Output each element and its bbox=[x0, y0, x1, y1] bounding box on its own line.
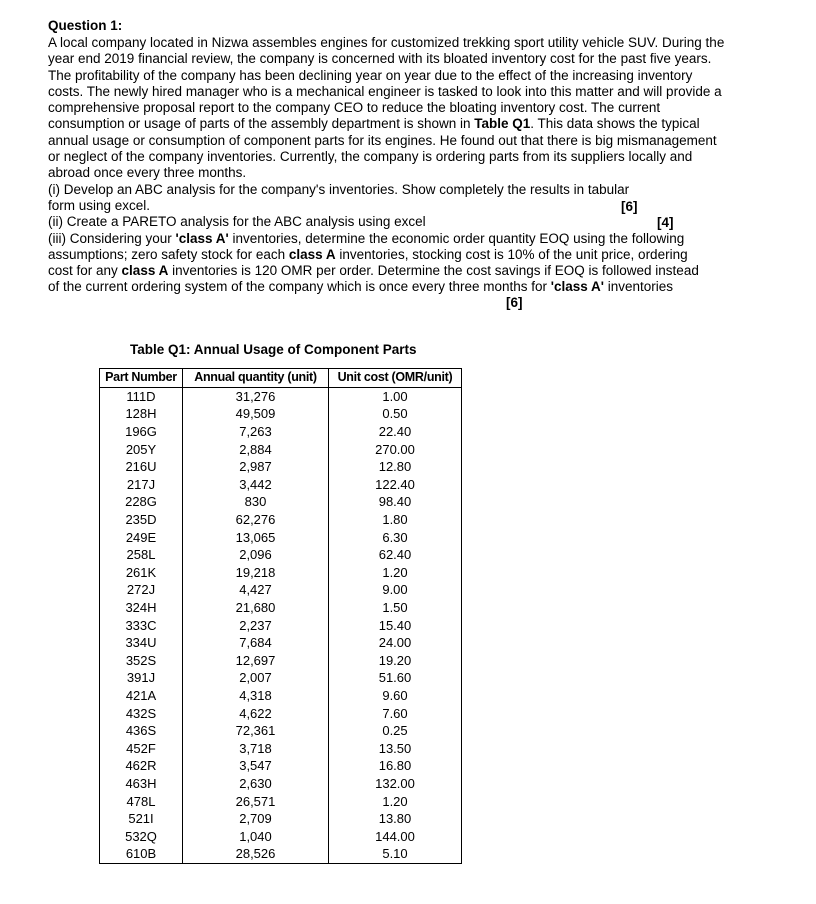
part-number-cell: 352S bbox=[100, 652, 183, 670]
table-row bbox=[100, 827, 462, 845]
table-row bbox=[100, 739, 462, 757]
part-number-cell: 324H bbox=[100, 599, 183, 617]
annual-quantity-cell: 12,697 bbox=[183, 652, 329, 670]
intro-paragraph: A local company located in Nizwa assembles engines for customized trekking sport utility vehicle SUV. During the year end 2019 financial review, the company is concerned with its bloated inventory cost for the past five years. The profitability of the company has been declining year on year due to the effect of the increasing inventory costs. The newly hired manager who is a mechanical engineer is tasked to look into this matter and will provide a comprehensive proposal report to the company CEO to reduce the bloating inventory cost. The current consumption or usage of parts of the assembly department is shown in Table Q1. This data shows the typical annual usage or consumption of component parts for its engines. He found out that there is big mismanagement or neglect of the company inventories. Currently, the company is ordering parts from its suppliers locally and abroad once every three months. bbox=[48, 35, 725, 181]
part-number-cell: 128H bbox=[100, 405, 183, 423]
annual-quantity-cell: 7,263 bbox=[183, 423, 329, 441]
part-iii-marks: [6] bbox=[506, 295, 523, 310]
table-reference: Table Q1 bbox=[474, 116, 531, 132]
table-row bbox=[100, 440, 462, 458]
part-number-cell: 196G bbox=[100, 423, 183, 441]
component-usage-table bbox=[99, 368, 462, 864]
part-i-marks: [6] bbox=[621, 199, 638, 214]
table-row bbox=[100, 546, 462, 564]
part-number-cell: 432S bbox=[100, 704, 183, 722]
header-annual-quantity: Annual quantity (unit) bbox=[183, 369, 329, 388]
annual-quantity-cell: 830 bbox=[183, 493, 329, 511]
annual-quantity-cell: 4,318 bbox=[183, 687, 329, 705]
unit-cost-cell: 19.20 bbox=[329, 652, 462, 670]
part-number-cell: 436S bbox=[100, 722, 183, 740]
table-row bbox=[100, 528, 462, 546]
unit-cost-cell: 1.20 bbox=[329, 792, 462, 810]
annual-quantity-cell: 72,361 bbox=[183, 722, 329, 740]
part-number-cell: 205Y bbox=[100, 440, 183, 458]
table-row bbox=[100, 669, 462, 687]
unit-cost-cell: 16.80 bbox=[329, 757, 462, 775]
unit-cost-cell: 51.60 bbox=[329, 669, 462, 687]
table-row bbox=[100, 423, 462, 441]
annual-quantity-cell: 2,096 bbox=[183, 546, 329, 564]
header-unit-cost: Unit cost (OMR/unit) bbox=[329, 369, 462, 388]
annual-quantity-cell: 26,571 bbox=[183, 792, 329, 810]
unit-cost-cell: 62.40 bbox=[329, 546, 462, 564]
part-number-cell: 463H bbox=[100, 775, 183, 793]
part-i: (i) Develop an ABC analysis for the company's inventories. Show completely the results in tabular form using excel. bbox=[48, 181, 630, 213]
unit-cost-cell: 0.50 bbox=[329, 405, 462, 423]
annual-quantity-cell: 2,237 bbox=[183, 616, 329, 634]
table-row bbox=[100, 599, 462, 617]
part-ii-marks: [4] bbox=[657, 215, 674, 230]
unit-cost-cell: 122.40 bbox=[329, 476, 462, 494]
unit-cost-cell: 24.00 bbox=[329, 634, 462, 652]
annual-quantity-cell: 2,007 bbox=[183, 669, 329, 687]
part-number-cell: 272J bbox=[100, 581, 183, 599]
part-number-cell: 462R bbox=[100, 757, 183, 775]
annual-quantity-cell: 2,987 bbox=[183, 458, 329, 476]
unit-cost-cell: 144.00 bbox=[329, 827, 462, 845]
unit-cost-cell: 98.40 bbox=[329, 493, 462, 511]
unit-cost-cell: 1.80 bbox=[329, 511, 462, 529]
annual-quantity-cell: 3,718 bbox=[183, 739, 329, 757]
table-row bbox=[100, 476, 462, 494]
unit-cost-cell: 9.00 bbox=[329, 581, 462, 599]
annual-quantity-cell: 49,509 bbox=[183, 405, 329, 423]
annual-quantity-cell: 4,622 bbox=[183, 704, 329, 722]
table-row bbox=[100, 581, 462, 599]
part-ii: (ii) Create a PARETO analysis for the ABC analysis using excel bbox=[48, 214, 426, 230]
annual-quantity-cell: 31,276 bbox=[183, 387, 329, 405]
unit-cost-cell: 6.30 bbox=[329, 528, 462, 546]
unit-cost-cell: 1.20 bbox=[329, 564, 462, 582]
part-number-cell: 334U bbox=[100, 634, 183, 652]
unit-cost-cell: 13.50 bbox=[329, 739, 462, 757]
part-number-cell: 216U bbox=[100, 458, 183, 476]
table-row bbox=[100, 845, 462, 863]
annual-quantity-cell: 7,684 bbox=[183, 634, 329, 652]
table-row bbox=[100, 564, 462, 582]
table-row bbox=[100, 511, 462, 529]
table-row bbox=[100, 616, 462, 634]
unit-cost-cell: 13.80 bbox=[329, 810, 462, 828]
part-number-cell: 610B bbox=[100, 845, 183, 863]
annual-quantity-cell: 2,884 bbox=[183, 440, 329, 458]
table-row bbox=[100, 810, 462, 828]
table-row bbox=[100, 405, 462, 423]
annual-quantity-cell: 13,065 bbox=[183, 528, 329, 546]
unit-cost-cell: 5.10 bbox=[329, 845, 462, 863]
part-number-cell: 111D bbox=[100, 387, 183, 405]
part-number-cell: 391J bbox=[100, 669, 183, 687]
unit-cost-cell: 15.40 bbox=[329, 616, 462, 634]
annual-quantity-cell: 21,680 bbox=[183, 599, 329, 617]
question-body bbox=[48, 35, 728, 296]
question-title: Question 1: bbox=[48, 18, 123, 33]
unit-cost-cell: 7.60 bbox=[329, 704, 462, 722]
part-number-cell: 235D bbox=[100, 511, 183, 529]
table-row bbox=[100, 458, 462, 476]
part-number-cell: 249E bbox=[100, 528, 183, 546]
part-number-cell: 521I bbox=[100, 810, 183, 828]
part-number-cell: 258L bbox=[100, 546, 183, 564]
part-number-cell: 333C bbox=[100, 616, 183, 634]
annual-quantity-cell: 3,547 bbox=[183, 757, 329, 775]
unit-cost-cell: 1.00 bbox=[329, 387, 462, 405]
annual-quantity-cell: 28,526 bbox=[183, 845, 329, 863]
annual-quantity-cell: 19,218 bbox=[183, 564, 329, 582]
table-row bbox=[100, 792, 462, 810]
annual-quantity-cell: 2,630 bbox=[183, 775, 329, 793]
part-number-cell: 228G bbox=[100, 493, 183, 511]
annual-quantity-cell: 3,442 bbox=[183, 476, 329, 494]
part-number-cell: 421A bbox=[100, 687, 183, 705]
part-number-cell: 452F bbox=[100, 739, 183, 757]
table-row bbox=[100, 775, 462, 793]
table-row bbox=[100, 387, 462, 405]
unit-cost-cell: 22.40 bbox=[329, 423, 462, 441]
table-row bbox=[100, 722, 462, 740]
table-row bbox=[100, 704, 462, 722]
table-row bbox=[100, 652, 462, 670]
annual-quantity-cell: 1,040 bbox=[183, 827, 329, 845]
part-number-cell: 217J bbox=[100, 476, 183, 494]
unit-cost-cell: 132.00 bbox=[329, 775, 462, 793]
unit-cost-cell: 1.50 bbox=[329, 599, 462, 617]
part-number-cell: 261K bbox=[100, 564, 183, 582]
annual-quantity-cell: 4,427 bbox=[183, 581, 329, 599]
unit-cost-cell: 9.60 bbox=[329, 687, 462, 705]
unit-cost-cell: 270.00 bbox=[329, 440, 462, 458]
part-iii: (iii) Considering your 'class A' inventories, determine the economic order quantity EOQ using the following assumptions; zero safety stock for each class A inventories, stocking cost is 10% of the unit price, ordering cost for any class A inventories is 120 OMR per order. Determine the cost savings if EOQ is followed instead of the current ordering system of the company which is once every three months for 'class A' inventories bbox=[48, 230, 699, 295]
table-row bbox=[100, 757, 462, 775]
unit-cost-cell: 0.25 bbox=[329, 722, 462, 740]
annual-quantity-cell: 62,276 bbox=[183, 511, 329, 529]
table-row bbox=[100, 687, 462, 705]
table-row bbox=[100, 634, 462, 652]
part-number-cell: 532Q bbox=[100, 827, 183, 845]
part-number-cell: 478L bbox=[100, 792, 183, 810]
annual-quantity-cell: 2,709 bbox=[183, 810, 329, 828]
table-row bbox=[100, 493, 462, 511]
table-title: Table Q1: Annual Usage of Component Parts bbox=[130, 342, 417, 357]
table-header-row bbox=[100, 369, 462, 388]
header-part-number: Part Number bbox=[100, 369, 183, 388]
unit-cost-cell: 12.80 bbox=[329, 458, 462, 476]
